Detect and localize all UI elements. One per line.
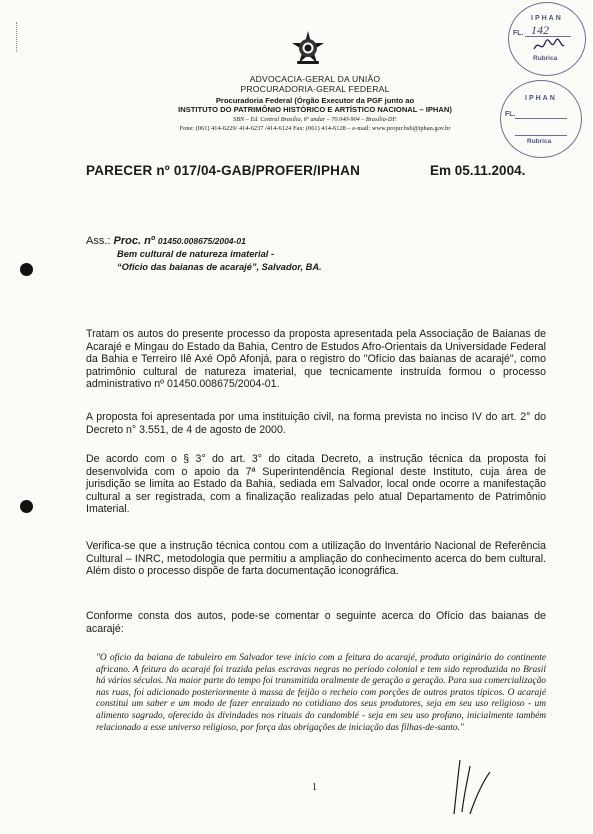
- parecer-title: PARECER nº 017/04-GAB/PROFER/IPHAN: [86, 163, 361, 178]
- body-paragraph: A proposta foi apresentada por uma instituição civil, na forma prevista no inciso IV do art. 2° do Decreto n° 3.551, de 4 de agosto de 2000.: [86, 411, 546, 436]
- body-paragraph: Tratam os autos do presente processo da proposta apresentada pela Associação de Baianas de Acarajé e Mingau do Estado da Bahia, Centro de Estudos Afro-Orientais da Universidade Federal da Bahia e Terreiro Ilê Axé Opô Afonjá, para o registro do "Ofício das baianas de acarajé", como patrimônio cultural de natureza imaterial, que tecnicamente instruída formou o processo administrativo nº 01450.008675/2004-01.: [86, 328, 546, 391]
- stamp-title: IPHAN: [525, 95, 557, 102]
- stamp-rubrica-label: Rubrica: [527, 138, 552, 145]
- page-number: 1: [312, 782, 317, 793]
- stamp-rubric-signature: [531, 37, 567, 55]
- body-paragraph: De acordo com o § 3° do art. 3° do citada Decreto, a instrução técnica da proposta foi desenvolvida com o apoio da 7ª Superintendência Regional deste Instituto, cuja área de jurisdição se limita ao Estado da Bahia, sediada em Salvador, local onde ocorre a manifestação cultural a ser registrada, com a finalização realizadas pelo atual Departamento de Patrimônio Imaterial.: [86, 453, 546, 516]
- body-paragraph: Conforme consta dos autos, pode-se comentar o seguinte acerca do Ofício das baianas de acarajé:: [86, 610, 546, 635]
- header-org-pgf: PROCURADORIA-GERAL FEDERAL: [240, 84, 390, 94]
- parecer-date: Em 05.11.2004.: [430, 163, 526, 178]
- binder-hole: [20, 500, 33, 513]
- stamp-fl-label: FL.: [513, 30, 524, 37]
- subject-line-2: Bem cultural de natureza imaterial -: [117, 249, 275, 259]
- scan-artifact: [16, 22, 18, 52]
- header-org-agu: ADVOCACIA-GERAL DA UNIÃO: [249, 74, 381, 84]
- proc-number: 01450.008675/2004-01: [157, 236, 246, 246]
- handwritten-initials: [446, 756, 496, 818]
- binder-hole: [20, 263, 33, 276]
- header-iphan: INSTITUTO DO PATRIMÔNIO HISTÓRICO E ARTÍSTICO NACIONAL – IPHAN): [178, 105, 452, 114]
- stamp-title: IPHAN: [531, 15, 563, 22]
- stamp-folio-number: 142: [531, 23, 549, 37]
- subject-label: Ass.:: [86, 235, 111, 247]
- subject-line-3: “Ofício das baianas de acarajé”, Salvador, BA.: [117, 262, 322, 272]
- header-procuradoria: Procuradoria Federal (Órgão Executor da PGF junto ao: [215, 96, 415, 105]
- stamp-rubrica-label: Rubrica: [533, 55, 558, 62]
- iphan-folio-stamp-blank: [500, 80, 582, 158]
- quoted-passage: "O ofício da baiana de tabuleiro em Salvador teve início com a feitura do acarajé, produto originário do continente africano. A feitura do acarajé foi trazida pelas escravas negras no período colonial e tem sido reproduzida no Brasil há vários séculos. Na maior parte do tempo foi transmitida oralmente de geração a geração. Para sua comercialização nas ruas, foi adicionado posteriormente à massa de feijão o recheio com porções de outros pratos típicos. O acarajé constitui um saber e um modo de fazer enraizado no cotidiano dos seus produtores, seja em seu uso religioso - um alimento sagrado, oferecido às divindades nos rituais do candomblé - seja em seu uso profano, inicialmente também relacionado a esse universo religioso, por força das obrigações de iniciação das filhas-de-santo.": [96, 653, 546, 733]
- stamp-line: [515, 135, 567, 136]
- header-contacts: Fone: (061) 414-6229/ 414-6237 /414-6124 Fax: (061) 414-6128 – e-mail: www.projur.bsb@iphan.gov.br: [179, 125, 451, 132]
- subject-block: [86, 235, 322, 274]
- coat-of-arms-emblem: [289, 30, 327, 68]
- body-paragraph: Verifica-se que a instrução técnica contou com a utilização do Inventário Nacional de Referência Cultural – INRC, metodologia que permitiu a ampliação do conhecimento acerca do bem cultural. Além disto o processo dispõe de farta documentação iconográfica.: [86, 540, 546, 578]
- header-address: SBN – Ed. Central Brasília, 6º andar – 70.040-904 – Brasília-DF.: [233, 116, 397, 123]
- stamp-line: [515, 118, 567, 119]
- stamp-fl-label: FL.: [505, 111, 516, 118]
- iphan-folio-stamp-numbered: [508, 2, 586, 76]
- proc-label: Proc. nº: [113, 235, 155, 247]
